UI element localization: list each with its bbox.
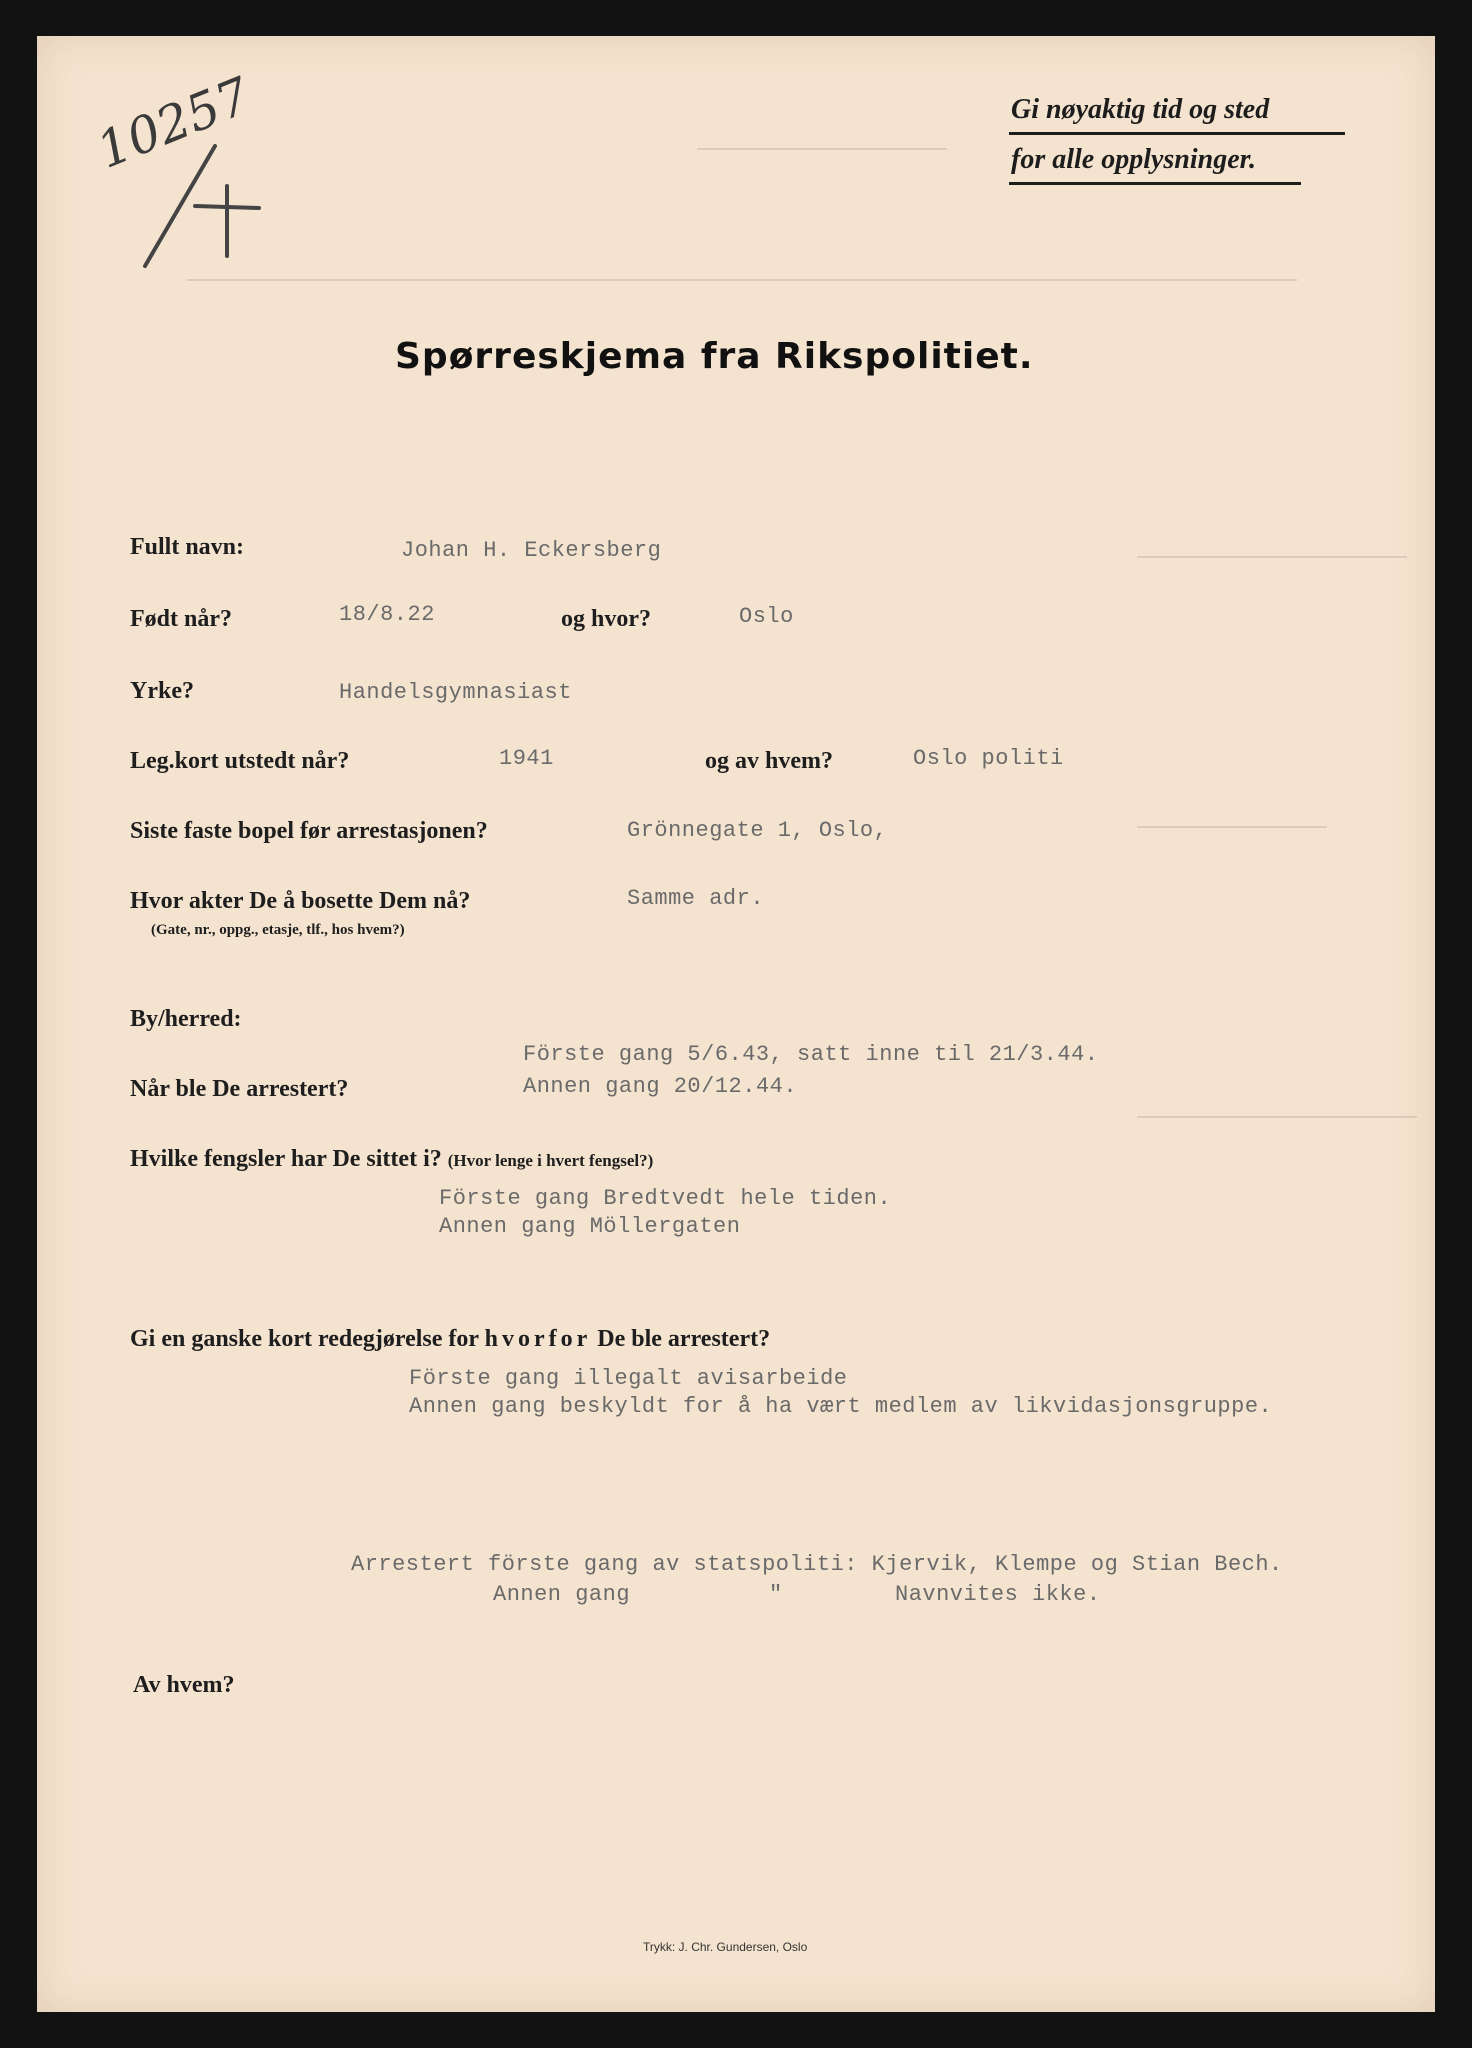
- label-id-card-issuer: og av hvem?: [705, 748, 833, 774]
- label-last-residence: Siste faste bopel før arrestasjonen?: [130, 818, 488, 844]
- value-id-card-issuer: Oslo politi: [913, 746, 1064, 771]
- value-new-residence: Samme adr.: [627, 886, 765, 911]
- value-born-when: 18/8.22: [339, 602, 435, 627]
- label-prisons: [130, 1146, 653, 1173]
- value-prisons-1: Förste gang Bredtvedt hele tiden.: [439, 1186, 892, 1211]
- value-occupation: Handelsgymnasiast: [339, 680, 572, 705]
- label-born-when: Født når?: [130, 606, 232, 632]
- instruction-line-2: for alle opplysninger.: [1011, 144, 1257, 175]
- instruction-underline: [1009, 132, 1345, 135]
- label-born-where: og hvor?: [561, 606, 651, 632]
- label-arrested-by: Av hvem?: [133, 1672, 235, 1698]
- label-new-residence: Hvor akter De å bosette Dem nå?: [130, 888, 471, 914]
- value-arrest-reason-2: Annen gang beskyldt for å ha vært medlem av likvidasjonsgruppe.: [409, 1394, 1273, 1419]
- bleed-through-line: [187, 279, 1297, 281]
- value-arrested-by-2a: Annen gang: [493, 1582, 631, 1607]
- document-page: [37, 36, 1435, 2012]
- value-prisons-2: Annen gang Möllergaten: [439, 1214, 741, 1239]
- printer-imprint: Trykk: J. Chr. Gundersen, Oslo: [643, 1940, 808, 1954]
- instruction-underline: [1009, 182, 1301, 185]
- value-born-where: Oslo: [739, 604, 794, 629]
- label-municipality: By/herred:: [130, 1006, 242, 1032]
- bleed-through-line: [1137, 1116, 1417, 1118]
- label-arrest-reason: [130, 1326, 770, 1353]
- instruction-line-1: Gi nøyaktig tid og sted: [1011, 94, 1270, 125]
- label-arrest-date: Når ble De arrestert?: [130, 1076, 349, 1102]
- label-prisons-text: Hvilke fengsler har De sittet i?: [130, 1146, 442, 1172]
- value-arrested-by-2c: Navnvites ikke.: [895, 1582, 1101, 1607]
- value-arrest-date-1: Förste gang 5/6.43, satt inne til 21/3.44.: [523, 1042, 1099, 1067]
- value-arrested-by-1: Arrestert förste gang av statspoliti: Kjervik, Klempe og Stian Bech.: [351, 1552, 1283, 1577]
- page-title: Spørreskjema fra Rikspolitiet.: [395, 336, 1034, 377]
- value-full-name: Johan H. Eckersberg: [401, 538, 662, 563]
- label-full-name: Fullt navn:: [130, 534, 245, 560]
- handwritten-number: 10257: [89, 66, 259, 180]
- label-arrest-reason-pre: Gi en ganske kort redegjørelse for: [130, 1326, 479, 1352]
- label-arrest-reason-post: De ble arrestert?: [597, 1326, 771, 1352]
- bleed-through-line: [1137, 556, 1407, 558]
- value-id-card-issued: 1941: [499, 746, 554, 771]
- value-arrest-reason-1: Förste gang illegalt avisarbeide: [409, 1366, 848, 1391]
- value-last-residence: Grönnegate 1, Oslo,: [627, 818, 888, 843]
- label-new-residence-hint: (Gate, nr., oppg., etasje, tlf., hos hvem?): [151, 922, 405, 938]
- bleed-through-line: [697, 148, 947, 150]
- label-occupation: Yrke?: [130, 678, 194, 704]
- value-arrested-by-2b: ": [769, 1582, 783, 1607]
- label-id-card-issued: Leg.kort utstedt når?: [130, 748, 350, 774]
- label-arrest-reason-emphasis: hvorfor: [484, 1326, 592, 1352]
- bleed-through-line: [1137, 826, 1327, 828]
- value-arrest-date-2: Annen gang 20/12.44.: [523, 1074, 798, 1099]
- label-prisons-hint: (Hvor lenge i hvert fengsel?): [447, 1151, 654, 1170]
